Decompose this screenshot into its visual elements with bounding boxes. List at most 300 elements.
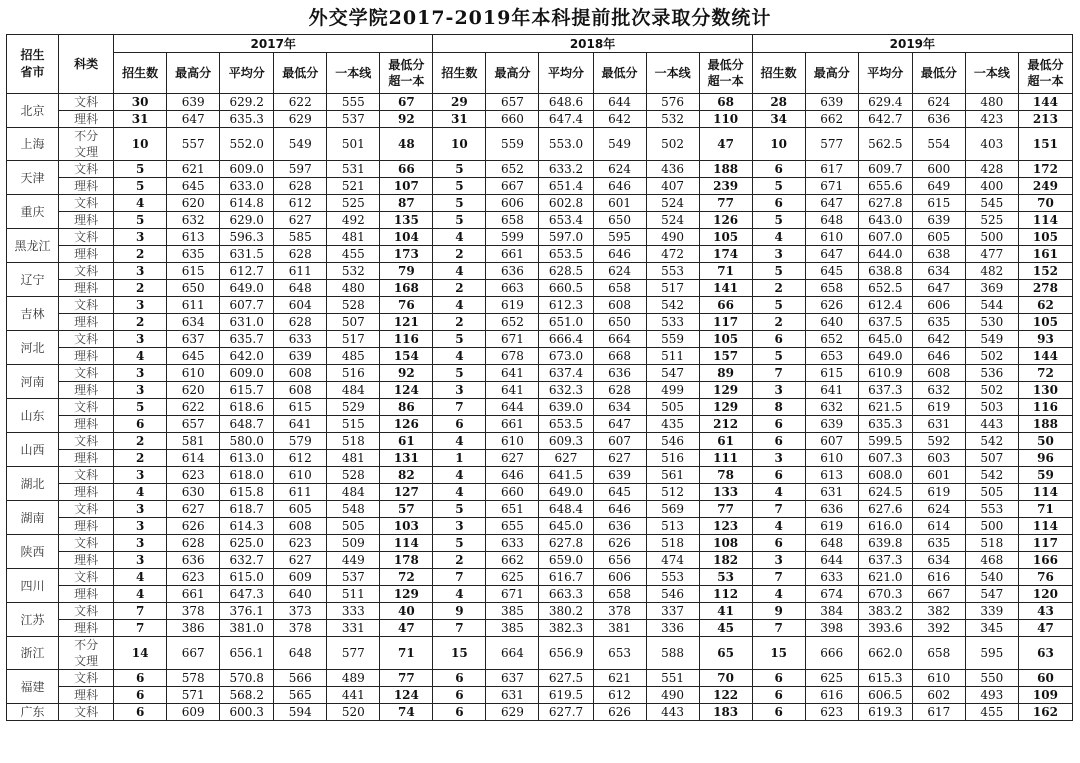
table-row — [7, 399, 1073, 416]
score-cell: 129 — [699, 382, 752, 399]
table-row — [7, 280, 1073, 297]
score-cell: 614 — [167, 450, 220, 467]
score-cell: 507 — [965, 450, 1018, 467]
score-cell: 613.0 — [220, 450, 274, 467]
score-cell: 5 — [752, 348, 805, 365]
score-cell: 618.7 — [220, 501, 274, 518]
score-cell: 501 — [327, 128, 380, 161]
score-cell: 627.7 — [539, 704, 593, 721]
score-cell: 3 — [433, 518, 486, 535]
score-cell: 278 — [1018, 280, 1072, 297]
score-cell: 592 — [912, 433, 965, 450]
score-cell: 516 — [327, 365, 380, 382]
score-cell: 648 — [805, 212, 858, 229]
score-cell: 618.6 — [220, 399, 274, 416]
score-cell: 481 — [327, 229, 380, 246]
score-cell: 640 — [274, 586, 327, 603]
score-cell: 6 — [752, 416, 805, 433]
score-cell: 105 — [699, 331, 752, 348]
subject-cell: 文科 — [59, 670, 114, 687]
score-cell: 331 — [327, 620, 380, 637]
score-cell: 633.2 — [539, 161, 593, 178]
score-cell: 2 — [114, 433, 167, 450]
score-cell: 661 — [486, 416, 539, 433]
score-cell: 4 — [114, 569, 167, 586]
score-cell: 6 — [433, 704, 486, 721]
score-cell: 50 — [1018, 433, 1072, 450]
table-row — [7, 416, 1073, 433]
page-title: 外交学院2017-2019年本科提前批次录取分数统计 — [308, 7, 772, 29]
score-cell: 609 — [167, 704, 220, 721]
score-cell: 6 — [433, 687, 486, 704]
score-cell: 6 — [752, 687, 805, 704]
column-header: 最高分 — [486, 53, 539, 94]
score-cell: 607 — [805, 433, 858, 450]
score-cell: 629.2 — [220, 94, 274, 111]
score-cell: 435 — [646, 416, 699, 433]
table-row — [7, 195, 1073, 212]
score-cell: 105 — [699, 229, 752, 246]
score-cell: 3 — [114, 535, 167, 552]
score-cell: 641 — [805, 382, 858, 399]
score-cell: 162 — [1018, 704, 1072, 721]
score-cell: 441 — [327, 687, 380, 704]
score-cell: 104 — [380, 229, 433, 246]
score-cell: 625 — [805, 670, 858, 687]
score-cell: 670.3 — [858, 586, 912, 603]
score-cell: 61 — [699, 433, 752, 450]
score-cell: 336 — [646, 620, 699, 637]
score-cell: 615 — [274, 399, 327, 416]
score-cell: 619 — [805, 518, 858, 535]
score-cell: 606 — [912, 297, 965, 314]
score-cell: 645 — [167, 348, 220, 365]
score-cell: 652.5 — [858, 280, 912, 297]
score-cell: 3 — [114, 518, 167, 535]
score-cell: 632 — [805, 399, 858, 416]
score-cell: 653 — [805, 348, 858, 365]
score-cell: 555 — [327, 94, 380, 111]
score-cell: 533 — [646, 314, 699, 331]
table-row — [7, 518, 1073, 535]
score-cell: 644.0 — [858, 246, 912, 263]
score-cell: 532 — [646, 111, 699, 128]
score-cell: 524 — [646, 212, 699, 229]
score-cell: 455 — [327, 246, 380, 263]
score-cell: 552.0 — [220, 128, 274, 161]
score-cell: 601 — [912, 467, 965, 484]
score-cell: 3 — [114, 297, 167, 314]
score-cell: 173 — [380, 246, 433, 263]
score-cell: 492 — [327, 212, 380, 229]
score-cell: 599 — [486, 229, 539, 246]
province-cell: 江苏 — [7, 603, 59, 637]
score-cell: 637.3 — [858, 382, 912, 399]
score-cell: 632.3 — [539, 382, 593, 399]
score-cell: 480 — [965, 94, 1018, 111]
column-header: 最低分 — [912, 53, 965, 94]
score-cell: 649.0 — [858, 348, 912, 365]
score-cell: 571 — [167, 687, 220, 704]
score-cell: 6 — [114, 687, 167, 704]
score-cell: 612.4 — [858, 297, 912, 314]
score-cell: 378 — [167, 603, 220, 620]
score-cell: 489 — [327, 670, 380, 687]
score-cell: 537 — [327, 111, 380, 128]
score-cell: 499 — [646, 382, 699, 399]
score-cell: 610 — [486, 433, 539, 450]
score-cell: 74 — [380, 704, 433, 721]
score-cell: 72 — [380, 569, 433, 586]
score-cell: 428 — [965, 161, 1018, 178]
score-cell: 578 — [167, 670, 220, 687]
score-cell: 627 — [486, 450, 539, 467]
score-cell: 124 — [380, 687, 433, 704]
score-cell: 667 — [167, 637, 220, 670]
score-cell: 638 — [912, 246, 965, 263]
score-cell: 4 — [752, 518, 805, 535]
score-cell: 400 — [965, 178, 1018, 195]
score-cell: 639.0 — [539, 399, 593, 416]
score-cell: 624.5 — [858, 484, 912, 501]
score-cell: 602 — [912, 687, 965, 704]
score-cell: 188 — [699, 161, 752, 178]
score-cell: 652 — [486, 314, 539, 331]
score-cell: 637.4 — [539, 365, 593, 382]
score-cell: 141 — [699, 280, 752, 297]
column-header: 一本线 — [646, 53, 699, 94]
score-cell: 632 — [912, 382, 965, 399]
column-header: 平均分 — [858, 53, 912, 94]
score-cell: 2 — [433, 552, 486, 569]
score-cell: 568.2 — [220, 687, 274, 704]
score-cell: 515 — [327, 416, 380, 433]
score-cell: 443 — [646, 704, 699, 721]
score-cell: 7 — [752, 501, 805, 518]
score-cell: 518 — [646, 535, 699, 552]
score-cell: 611 — [274, 263, 327, 280]
table-row — [7, 637, 1073, 670]
subject-cell: 文科 — [59, 229, 114, 246]
score-cell: 604 — [274, 297, 327, 314]
score-cell: 636 — [593, 518, 646, 535]
score-cell: 546 — [646, 586, 699, 603]
score-cell: 161 — [1018, 246, 1072, 263]
score-cell: 151 — [1018, 128, 1072, 161]
score-cell: 637 — [167, 331, 220, 348]
score-cell: 2 — [433, 246, 486, 263]
score-cell: 610 — [805, 229, 858, 246]
score-cell: 542 — [646, 297, 699, 314]
score-cell: 648.7 — [220, 416, 274, 433]
score-cell: 5 — [433, 212, 486, 229]
subject-cell: 文科 — [59, 161, 114, 178]
subject-cell: 理科 — [59, 518, 114, 535]
score-cell: 635.3 — [220, 111, 274, 128]
score-cell: 373 — [274, 603, 327, 620]
score-cell: 619.5 — [539, 687, 593, 704]
score-cell: 649.0 — [220, 280, 274, 297]
score-cell: 500 — [965, 518, 1018, 535]
score-cell: 657 — [167, 416, 220, 433]
score-cell: 4 — [114, 348, 167, 365]
subject-cell: 文科 — [59, 94, 114, 111]
score-cell: 577 — [805, 128, 858, 161]
score-cell: 89 — [699, 365, 752, 382]
score-cell: 3 — [752, 552, 805, 569]
score-cell: 123 — [699, 518, 752, 535]
score-cell: 609 — [274, 569, 327, 586]
score-cell: 576 — [646, 94, 699, 111]
score-cell: 660.5 — [539, 280, 593, 297]
score-cell: 188 — [1018, 416, 1072, 433]
score-cell: 644 — [805, 552, 858, 569]
score-cell: 6 — [114, 704, 167, 721]
score-cell: 345 — [965, 620, 1018, 637]
score-cell: 666.4 — [539, 331, 593, 348]
score-cell: 542 — [965, 467, 1018, 484]
score-cell: 631 — [486, 687, 539, 704]
score-cell: 606 — [486, 195, 539, 212]
province-cell: 陕西 — [7, 535, 59, 569]
column-header: 最低分 超一本 — [380, 53, 433, 94]
score-cell: 505 — [965, 484, 1018, 501]
score-cell: 608 — [912, 365, 965, 382]
score-cell: 616.7 — [539, 569, 593, 586]
score-cell: 130 — [1018, 382, 1072, 399]
subject-cell: 文科 — [59, 195, 114, 212]
score-cell: 610 — [805, 450, 858, 467]
score-cell: 643.0 — [858, 212, 912, 229]
score-cell: 2 — [114, 246, 167, 263]
score-cell: 93 — [1018, 331, 1072, 348]
score-cell: 625.0 — [220, 535, 274, 552]
province-cell: 黑龙江 — [7, 229, 59, 263]
score-cell: 116 — [1018, 399, 1072, 416]
subject-cell: 理科 — [59, 280, 114, 297]
score-cell: 490 — [646, 229, 699, 246]
subject-cell: 文科 — [59, 263, 114, 280]
score-cell: 528 — [327, 467, 380, 484]
score-cell: 626 — [805, 297, 858, 314]
score-cell: 381 — [593, 620, 646, 637]
score-cell: 92 — [380, 111, 433, 128]
score-cell: 559 — [646, 331, 699, 348]
score-cell: 3 — [433, 382, 486, 399]
score-cell: 178 — [380, 552, 433, 569]
score-cell: 650 — [593, 314, 646, 331]
score-cell: 117 — [699, 314, 752, 331]
score-cell: 65 — [699, 637, 752, 670]
table-row — [7, 467, 1073, 484]
score-cell: 617 — [805, 161, 858, 178]
score-cell: 646 — [593, 178, 646, 195]
score-cell: 392 — [912, 620, 965, 637]
column-header: 最低分 — [593, 53, 646, 94]
score-cell: 628 — [167, 535, 220, 552]
column-header: 招生数 — [433, 53, 486, 94]
score-cell: 570.8 — [220, 670, 274, 687]
score-cell: 619 — [486, 297, 539, 314]
score-cell: 547 — [965, 586, 1018, 603]
score-cell: 7 — [752, 569, 805, 586]
score-cell: 144 — [1018, 94, 1072, 111]
subject-cell: 理科 — [59, 178, 114, 195]
score-cell: 47 — [699, 128, 752, 161]
province-cell: 天津 — [7, 161, 59, 195]
score-cell: 608 — [274, 518, 327, 535]
score-cell: 518 — [965, 535, 1018, 552]
score-cell: 114 — [380, 535, 433, 552]
score-cell: 503 — [965, 399, 1018, 416]
score-cell: 59 — [1018, 467, 1072, 484]
score-cell: 636 — [593, 365, 646, 382]
score-cell: 524 — [646, 195, 699, 212]
score-cell: 650 — [593, 212, 646, 229]
subject-cell: 理科 — [59, 246, 114, 263]
score-cell: 629 — [486, 704, 539, 721]
score-cell: 3 — [114, 467, 167, 484]
score-cell: 614.8 — [220, 195, 274, 212]
score-cell: 518 — [327, 433, 380, 450]
subject-cell: 文科 — [59, 331, 114, 348]
score-cell: 620 — [167, 195, 220, 212]
score-cell: 116 — [380, 331, 433, 348]
score-cell: 635 — [912, 535, 965, 552]
table-row — [7, 111, 1073, 128]
score-cell: 542 — [965, 433, 1018, 450]
score-cell: 595 — [965, 637, 1018, 670]
score-cell: 382 — [912, 603, 965, 620]
score-cell: 642.7 — [858, 111, 912, 128]
score-cell: 239 — [699, 178, 752, 195]
score-cell: 646 — [593, 501, 646, 518]
score-cell: 580.0 — [220, 433, 274, 450]
score-cell: 614.3 — [220, 518, 274, 535]
score-cell: 6 — [752, 670, 805, 687]
score-cell: 658 — [912, 637, 965, 670]
score-cell: 596.3 — [220, 229, 274, 246]
score-cell: 646 — [912, 348, 965, 365]
score-cell: 631 — [805, 484, 858, 501]
score-cell: 627 — [593, 450, 646, 467]
score-cell: 382.3 — [539, 620, 593, 637]
score-cell: 635 — [912, 314, 965, 331]
table-row — [7, 263, 1073, 280]
score-cell: 635 — [167, 246, 220, 263]
score-cell: 633.0 — [220, 178, 274, 195]
score-cell: 546 — [646, 433, 699, 450]
score-cell: 484 — [327, 484, 380, 501]
table-row — [7, 586, 1073, 603]
score-cell: 107 — [380, 178, 433, 195]
score-cell: 529 — [327, 399, 380, 416]
score-cell: 667 — [486, 178, 539, 195]
score-cell: 601 — [593, 195, 646, 212]
score-cell: 110 — [699, 111, 752, 128]
score-cell: 658 — [593, 586, 646, 603]
score-cell: 616.0 — [858, 518, 912, 535]
table-row — [7, 297, 1073, 314]
score-cell: 634 — [912, 263, 965, 280]
score-cell: 48 — [380, 128, 433, 161]
table-row — [7, 552, 1073, 569]
score-cell: 625 — [486, 569, 539, 586]
score-cell: 40 — [380, 603, 433, 620]
score-cell: 468 — [965, 552, 1018, 569]
score-cell: 5 — [433, 178, 486, 195]
score-cell: 4 — [752, 229, 805, 246]
table-row — [7, 246, 1073, 263]
score-cell: 129 — [699, 399, 752, 416]
score-cell: 502 — [965, 382, 1018, 399]
score-cell: 626 — [593, 704, 646, 721]
subject-cell: 不分 文理 — [59, 637, 114, 670]
table-row — [7, 94, 1073, 111]
score-cell: 122 — [699, 687, 752, 704]
score-cell: 633 — [486, 535, 539, 552]
score-cell: 521 — [327, 178, 380, 195]
score-cell: 648 — [805, 535, 858, 552]
column-header: 招生数 — [752, 53, 805, 94]
score-cell: 610.9 — [858, 365, 912, 382]
province-cell: 山西 — [7, 433, 59, 467]
score-cell: 627.8 — [858, 195, 912, 212]
score-cell: 547 — [646, 365, 699, 382]
score-cell: 612 — [274, 450, 327, 467]
score-cell: 120 — [1018, 586, 1072, 603]
subject-cell: 理科 — [59, 484, 114, 501]
score-cell: 626 — [593, 535, 646, 552]
score-cell: 380.2 — [539, 603, 593, 620]
score-cell: 622 — [167, 399, 220, 416]
score-cell: 652 — [805, 331, 858, 348]
score-cell: 554 — [912, 128, 965, 161]
score-cell: 537 — [327, 569, 380, 586]
subject-cell: 理科 — [59, 586, 114, 603]
score-cell: 588 — [646, 637, 699, 670]
score-cell: 182 — [699, 552, 752, 569]
score-cell: 551 — [646, 670, 699, 687]
score-cell: 3 — [752, 246, 805, 263]
score-cell: 76 — [380, 297, 433, 314]
score-cell: 671 — [805, 178, 858, 195]
score-cell: 511 — [327, 586, 380, 603]
score-cell: 651.4 — [539, 178, 593, 195]
score-cell: 600 — [912, 161, 965, 178]
score-cell: 72 — [1018, 365, 1072, 382]
column-header: 一本线 — [965, 53, 1018, 94]
score-cell: 612 — [274, 195, 327, 212]
score-cell: 6 — [752, 467, 805, 484]
score-cell: 641 — [274, 416, 327, 433]
score-cell: 5 — [433, 161, 486, 178]
score-cell: 649.0 — [539, 484, 593, 501]
score-cell: 505 — [646, 399, 699, 416]
table-row — [7, 450, 1073, 467]
score-cell: 614 — [912, 518, 965, 535]
score-cell: 60 — [1018, 670, 1072, 687]
subject-cell: 理科 — [59, 314, 114, 331]
score-cell: 637.3 — [858, 552, 912, 569]
score-cell: 4 — [752, 586, 805, 603]
subject-cell: 文科 — [59, 365, 114, 382]
score-cell: 621 — [593, 670, 646, 687]
score-cell: 7 — [114, 620, 167, 637]
score-cell: 597.0 — [539, 229, 593, 246]
score-cell: 623 — [167, 569, 220, 586]
score-cell: 579 — [274, 433, 327, 450]
